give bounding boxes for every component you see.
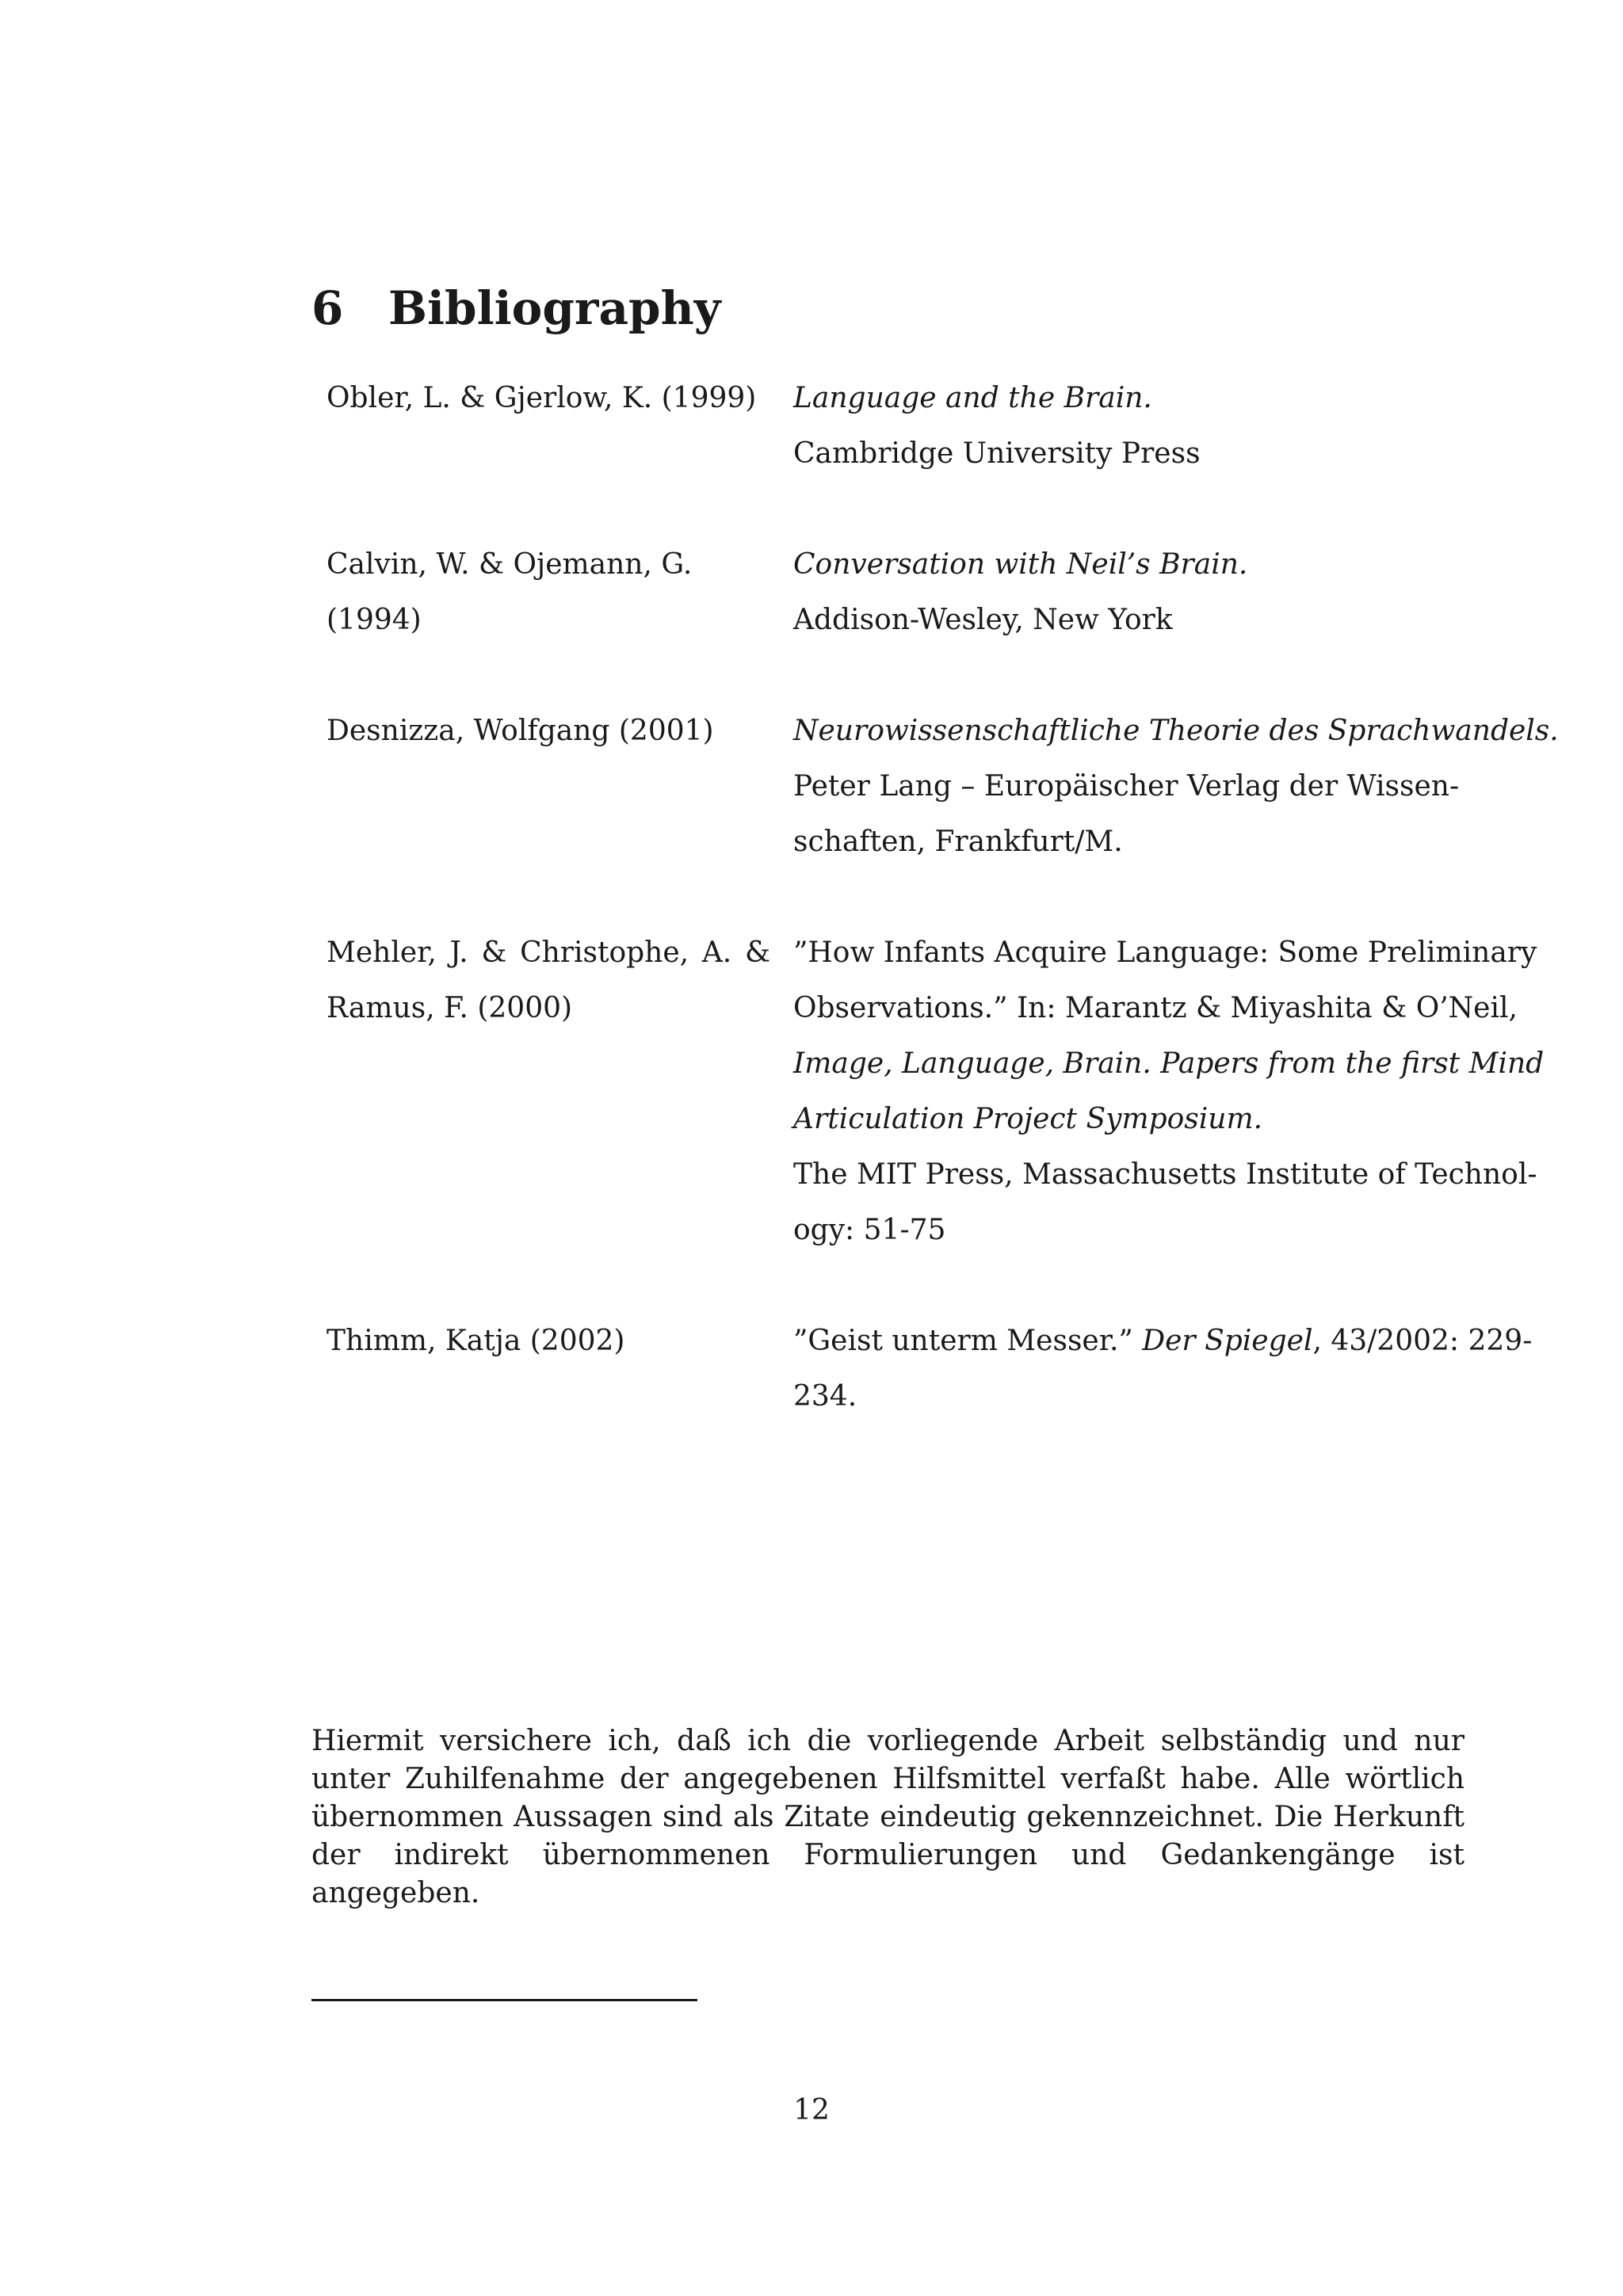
reference-line xyxy=(793,371,1459,426)
signature-line xyxy=(311,1999,697,2001)
reference-line xyxy=(793,704,1559,759)
reference-title-text: Conversation with Neil’s Brain. xyxy=(793,548,1248,581)
reference-text: Cambridge University Press xyxy=(793,437,1201,470)
reference-line xyxy=(793,925,1537,981)
reference-line xyxy=(793,537,1459,593)
entry-reference xyxy=(793,537,1459,648)
reference-text: Peter Lang – Europäischer Verlag der Wissen- xyxy=(793,770,1460,803)
page-number: 12 xyxy=(793,2094,830,2126)
entry-author: Obler, L. & Gjerlow, K. (1999) xyxy=(327,382,757,414)
entry-author: Desnizza, Wolfgang (2001) xyxy=(327,715,714,747)
reference-text: , 43/2002: 229- xyxy=(1312,1325,1533,1357)
entry-reference xyxy=(793,925,1545,1258)
reference-line xyxy=(793,759,1459,814)
reference-text: Addison-Wesley, New York xyxy=(793,604,1173,636)
section-number: 6 xyxy=(311,280,344,335)
reference-line xyxy=(793,814,1459,870)
reference-line xyxy=(793,426,1459,482)
reference-text: schaften, Frankfurt/M. xyxy=(793,826,1123,858)
section-heading xyxy=(311,277,720,340)
reference-line xyxy=(793,1147,1537,1203)
reference-text: ”How Infants Acquire Language: Some Preliminary xyxy=(793,936,1537,969)
reference-line xyxy=(793,1203,1459,1258)
entry-reference xyxy=(793,1314,1533,1425)
reference-text: The MIT Press, Massachusetts Institute of Technol- xyxy=(793,1158,1537,1191)
entry-reference xyxy=(793,371,1459,482)
reference-line xyxy=(793,1369,1459,1425)
reference-title-text: Language and the Brain. xyxy=(793,382,1152,414)
reference-text: Observations.” In: Marantz & Miyashita & O’Neil, xyxy=(793,992,1518,1024)
entry-author: Mehler, J. & Christophe, A. & Ramus, F. (2000) xyxy=(327,936,770,1024)
reference-line xyxy=(793,1314,1533,1369)
reference-line xyxy=(793,1036,1545,1092)
reference-text: ogy: 51-75 xyxy=(793,1214,946,1246)
section-title: Bibliography xyxy=(388,280,721,335)
reference-line xyxy=(793,593,1459,648)
reference-title-text: Image, Language, Brain. Papers from the first Mind xyxy=(793,1047,1545,1080)
reference-title-text: Der Spiegel xyxy=(1142,1325,1313,1357)
declaration-paragraph: Hiermit versichere ich, daß ich die vorliegende Arbeit selbständig und nur unter Zuhilfenahme der angegebenen Hilfsmittel verfaßt habe. Alle wörtlich übernommen Aussagen sind als Zitate eindeutig gekennzeichnet. Die Herkunft der indirekt übernommenen Formulierungen und Gedankengänge ist angegeben. xyxy=(311,1725,1465,1909)
reference-title-text: Articulation Project Symposium. xyxy=(793,1103,1263,1135)
reference-line xyxy=(793,981,1518,1036)
entry-author: Thimm, Katja (2002) xyxy=(327,1325,625,1357)
reference-line xyxy=(793,1092,1459,1147)
reference-title-text: Neurowissenschaftliche Theorie des Sprachwandels. xyxy=(793,715,1559,747)
reference-text: ”Geist unterm Messer.” xyxy=(793,1325,1143,1357)
entry-reference xyxy=(793,704,1559,870)
reference-text: 234. xyxy=(793,1380,857,1413)
entry-author: Calvin, W. & Ojemann, G. (1994) xyxy=(327,548,693,636)
